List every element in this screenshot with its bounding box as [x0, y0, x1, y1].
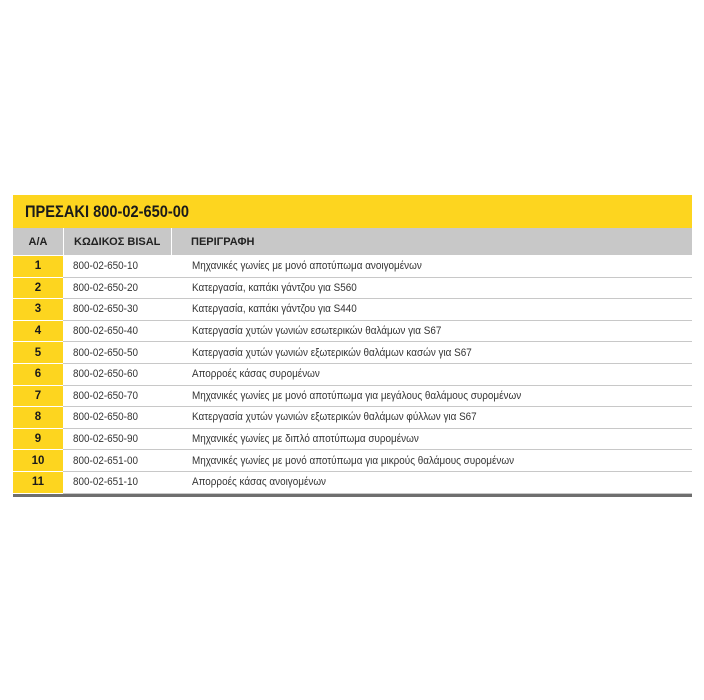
table-row	[13, 299, 692, 321]
row-code: 800-02-651-00	[73, 454, 138, 467]
table-row	[13, 472, 692, 494]
row-code: 800-02-650-10	[73, 260, 138, 273]
row-code: 800-02-650-60	[73, 368, 138, 381]
row-description-cell	[171, 256, 692, 277]
row-code: 800-02-650-20	[73, 281, 138, 294]
table-title: ΠΡΕΣΑΚΙ 800-02-650-00	[25, 201, 189, 221]
table-row	[13, 278, 692, 300]
row-description-cell	[171, 299, 692, 320]
row-number: 9	[13, 429, 63, 451]
column-header-aa: Α/Α	[28, 235, 48, 248]
row-description: Κατεργασία χυτών γωνιών εξωτερικών θαλάμων φύλλων για S67	[192, 411, 477, 424]
table-title-bar	[13, 195, 692, 228]
row-description: Κατεργασία χυτών γωνιών εξωτερικών θαλάμων κασών για S67	[192, 346, 472, 359]
row-number: 1	[13, 256, 63, 278]
row-description-cell	[171, 321, 692, 342]
row-description: Μηχανικές γωνίες με διπλό αποτύπωμα συρομένων	[192, 433, 419, 446]
row-description-cell	[171, 407, 692, 428]
row-code-cell	[63, 472, 171, 493]
table-row	[13, 450, 692, 472]
table-header-row	[13, 228, 692, 256]
row-description: Κατεργασία, καπάκι γάντζου για S560	[192, 281, 357, 294]
row-number: 10	[13, 450, 63, 472]
row-description-cell	[171, 364, 692, 385]
row-description: Μηχανικές γωνίες με μονό αποτύπωμα για μικρούς θαλάμους συρομένων	[192, 454, 515, 467]
parts-table	[13, 195, 692, 497]
row-code-cell	[63, 278, 171, 299]
row-code-cell	[63, 450, 171, 471]
table-row	[13, 429, 692, 451]
row-code-cell	[63, 386, 171, 407]
row-code: 800-02-650-70	[73, 389, 138, 402]
row-number: 5	[13, 342, 63, 364]
row-description: Μηχανικές γωνίες με μονό αποτύπωμα ανοιγομένων	[192, 260, 422, 273]
row-code: 800-02-650-40	[73, 325, 138, 338]
table-row	[13, 386, 692, 408]
table-row	[13, 321, 692, 343]
row-number: 8	[13, 407, 63, 429]
table-row	[13, 256, 692, 278]
row-number: 2	[13, 278, 63, 300]
row-number: 6	[13, 364, 63, 386]
row-code: 800-02-651-10	[73, 476, 138, 489]
row-code-cell	[63, 299, 171, 320]
row-number: 4	[13, 321, 63, 343]
row-number: 11	[13, 472, 63, 494]
table-row	[13, 364, 692, 386]
row-description: Απορροές κάσας συρομένων	[192, 368, 320, 381]
row-description: Κατεργασία, καπάκι γάντζου για S440	[192, 303, 357, 316]
row-number: 3	[13, 299, 63, 321]
row-description-cell	[171, 342, 692, 363]
table-row	[13, 342, 692, 364]
column-header-description: ΠΕΡΙΓΡΑΦΗ	[171, 228, 692, 256]
row-number: 7	[13, 386, 63, 408]
table-row	[13, 407, 692, 429]
row-description-cell	[171, 450, 692, 471]
row-description-cell	[171, 386, 692, 407]
table-body	[13, 256, 692, 494]
row-code-cell	[63, 256, 171, 277]
table-bottom-rule	[13, 494, 692, 497]
row-code-cell	[63, 429, 171, 450]
row-description-cell	[171, 278, 692, 299]
row-description: Κατεργασία χυτών γωνιών εσωτερικών θαλάμων για S67	[192, 325, 442, 338]
row-description: Μηχανικές γωνίες με μονό αποτύπωμα για μεγάλους θαλάμους συρομένων	[192, 389, 522, 402]
row-code-cell	[63, 364, 171, 385]
row-code: 800-02-650-50	[73, 346, 138, 359]
row-code-cell	[63, 342, 171, 363]
row-code: 800-02-650-90	[73, 433, 138, 446]
column-header-code: ΚΩΔΙΚΟΣ BISAL	[63, 228, 171, 256]
row-code: 800-02-650-30	[73, 303, 138, 316]
row-code: 800-02-650-80	[73, 411, 138, 424]
row-description-cell	[171, 429, 692, 450]
row-description: Απορροές κάσας ανοιγομένων	[192, 476, 327, 489]
row-code-cell	[63, 321, 171, 342]
row-code-cell	[63, 407, 171, 428]
row-description-cell	[171, 472, 692, 493]
